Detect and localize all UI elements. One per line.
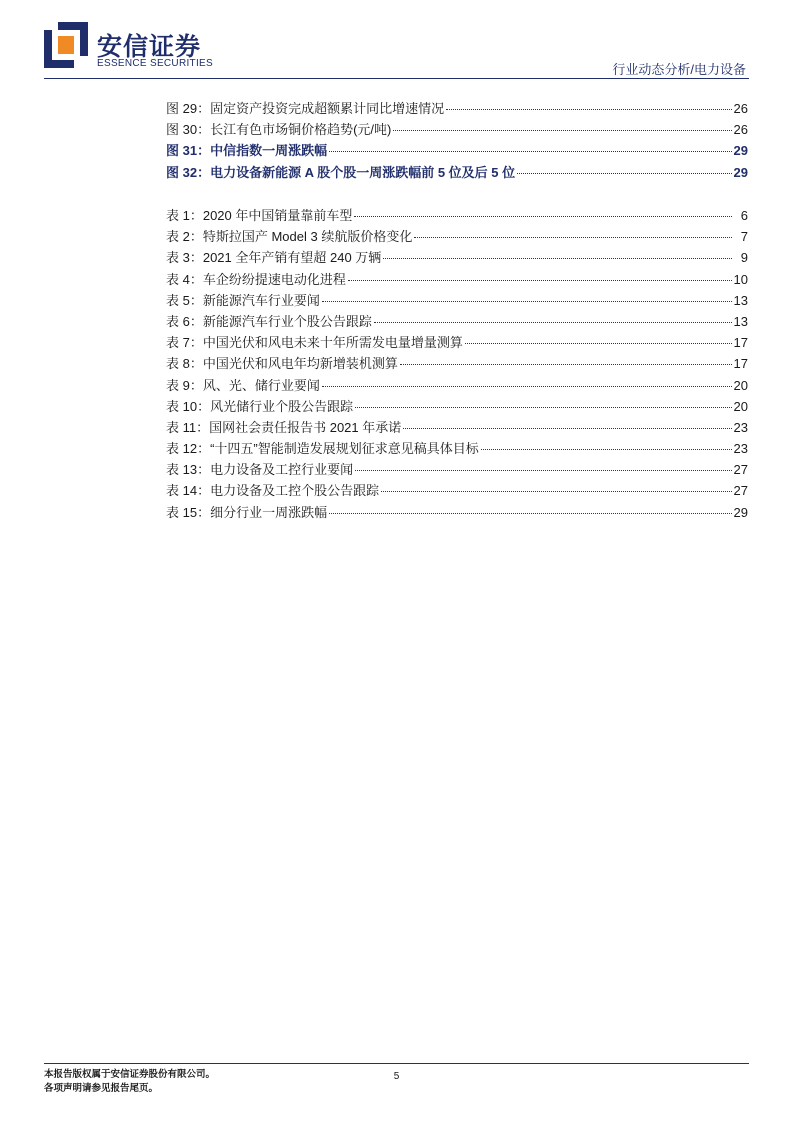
- table-entry-title: 表 4：车企纷纷提速电动化进程: [166, 271, 346, 287]
- table-entry[interactable]: [166, 247, 748, 268]
- table-entry-page: 27: [733, 483, 748, 499]
- page-number: 5: [393, 1071, 400, 1082]
- dot-leader: [329, 512, 731, 514]
- table-entry[interactable]: [166, 205, 748, 226]
- brand-name: 安信证券: [97, 33, 202, 61]
- figure-entry[interactable]: [166, 162, 748, 183]
- table-entry[interactable]: [166, 353, 748, 374]
- figure-entry-page: 29: [733, 143, 748, 159]
- table-entry-title: 表 5：新能源汽车行业要闻: [166, 292, 320, 308]
- table-entry[interactable]: [166, 459, 748, 480]
- table-entry-page: 17: [733, 335, 748, 351]
- table-entry[interactable]: [166, 502, 748, 523]
- table-entry-page: 27: [733, 462, 748, 478]
- table-entry[interactable]: [166, 375, 748, 396]
- dot-leader: [374, 321, 732, 323]
- figure-entry-page: 26: [733, 122, 748, 138]
- table-entry-title: 表 6：新能源汽车行业个股公告跟踪: [166, 313, 372, 329]
- table-entry[interactable]: [166, 480, 748, 501]
- table-entry-page: 17: [733, 356, 748, 372]
- dot-leader: [465, 342, 732, 344]
- disclaimer-note: 各项声明请参见报告尾页。: [44, 1083, 159, 1094]
- table-entry-page: 9: [740, 250, 748, 266]
- dot-leader: [322, 385, 732, 387]
- table-entry-page: 29: [733, 504, 748, 520]
- table-entry-page: 13: [733, 313, 748, 329]
- dot-leader: [414, 236, 732, 238]
- table-entry-title: 表 13：电力设备及工控行业要闻: [166, 462, 354, 478]
- dot-leader: [403, 427, 731, 429]
- table-entry-title: 表 15：细分行业一周涨跌幅: [166, 504, 328, 520]
- table-entry-title: 表 1：2020 年中国销量靠前车型: [166, 208, 353, 223]
- dot-leader: [481, 448, 732, 450]
- figure-entry-title: 图 31：中信指数一周涨跌幅: [166, 143, 328, 159]
- dot-leader: [383, 257, 732, 259]
- table-entry-page: 13: [733, 292, 748, 308]
- table-entry[interactable]: [166, 332, 748, 353]
- figure-entry[interactable]: [166, 140, 748, 161]
- table-entry[interactable]: [166, 438, 748, 459]
- table-entry-title: 表 11：国网社会责任报告书 2021 年承诺: [166, 419, 402, 435]
- table-entry-page: 20: [733, 377, 748, 393]
- report-section: 行业动态分析/电力设备: [612, 62, 746, 77]
- figure-entry[interactable]: [166, 119, 748, 140]
- table-entry-page: 23: [733, 441, 748, 457]
- dot-leader: [517, 172, 731, 174]
- table-entry-page: 23: [733, 419, 748, 435]
- dot-leader: [446, 108, 731, 110]
- figure-entry-title: 图 29：固定资产投资完成超额累计同比增速情况: [166, 101, 445, 116]
- table-entry-title: 表 9：风、光、储行业要闻: [166, 377, 320, 393]
- table-entry[interactable]: [166, 290, 748, 311]
- table-entry-title: 表 12：“十四五”智能制造发展规划征求意见稿具体目标: [166, 441, 479, 457]
- footer-divider: [44, 1063, 749, 1064]
- table-entry-title: 表 7：中国光伏和风电未来十年所需发电量增量测算: [166, 335, 463, 351]
- dot-leader: [400, 363, 732, 365]
- table-entry-title: 表 14：电力设备及工控个股公告跟踪: [166, 483, 380, 499]
- table-entry[interactable]: [166, 417, 748, 438]
- figure-entry-page: 26: [733, 101, 748, 116]
- dot-leader: [329, 150, 731, 152]
- dot-leader: [348, 279, 732, 281]
- copyright-note: 本报告版权属于安信证券股份有限公司。: [44, 1069, 216, 1080]
- header-divider: [44, 78, 749, 79]
- dot-leader: [355, 406, 731, 408]
- table-entry[interactable]: [166, 226, 748, 247]
- figure-entry[interactable]: [166, 98, 748, 119]
- table-entry[interactable]: [166, 311, 748, 332]
- table-entry-page: 7: [740, 229, 748, 245]
- figure-entry-title: 图 30：长江有色市场铜价格趋势(元/吨): [166, 122, 392, 138]
- dot-leader: [322, 300, 732, 302]
- table-entry[interactable]: [166, 396, 748, 417]
- page-header: [0, 0, 793, 80]
- table-entry-title: 表 2：特斯拉国产 Model 3 续航版价格变化: [166, 229, 413, 245]
- brand-name-english: ESSENCE SECURITIES: [97, 58, 213, 69]
- table-entry-title: 表 10：风光储行业个股公告跟踪: [166, 398, 354, 414]
- figure-list: [166, 98, 748, 183]
- table-entry-title: 表 3：2021 全年产销有望超 240 万辆: [166, 250, 382, 266]
- dot-leader: [355, 469, 731, 471]
- table-entry-page: 10: [733, 271, 748, 287]
- dot-leader: [354, 215, 732, 217]
- table-entry-page: 20: [733, 398, 748, 414]
- dot-leader: [381, 490, 731, 492]
- essence-logo-icon: [44, 22, 88, 68]
- table-entry-page: 6: [740, 208, 748, 223]
- table-entry-title: 表 8：中国光伏和风电年均新增装机测算: [166, 356, 398, 372]
- table-entry[interactable]: [166, 269, 748, 290]
- dot-leader: [393, 129, 731, 131]
- figure-entry-title: 图 32：电力设备新能源 A 股个股一周涨跌幅前 5 位及后 5 位: [166, 164, 516, 180]
- table-list: [166, 205, 748, 523]
- figure-entry-page: 29: [733, 164, 748, 180]
